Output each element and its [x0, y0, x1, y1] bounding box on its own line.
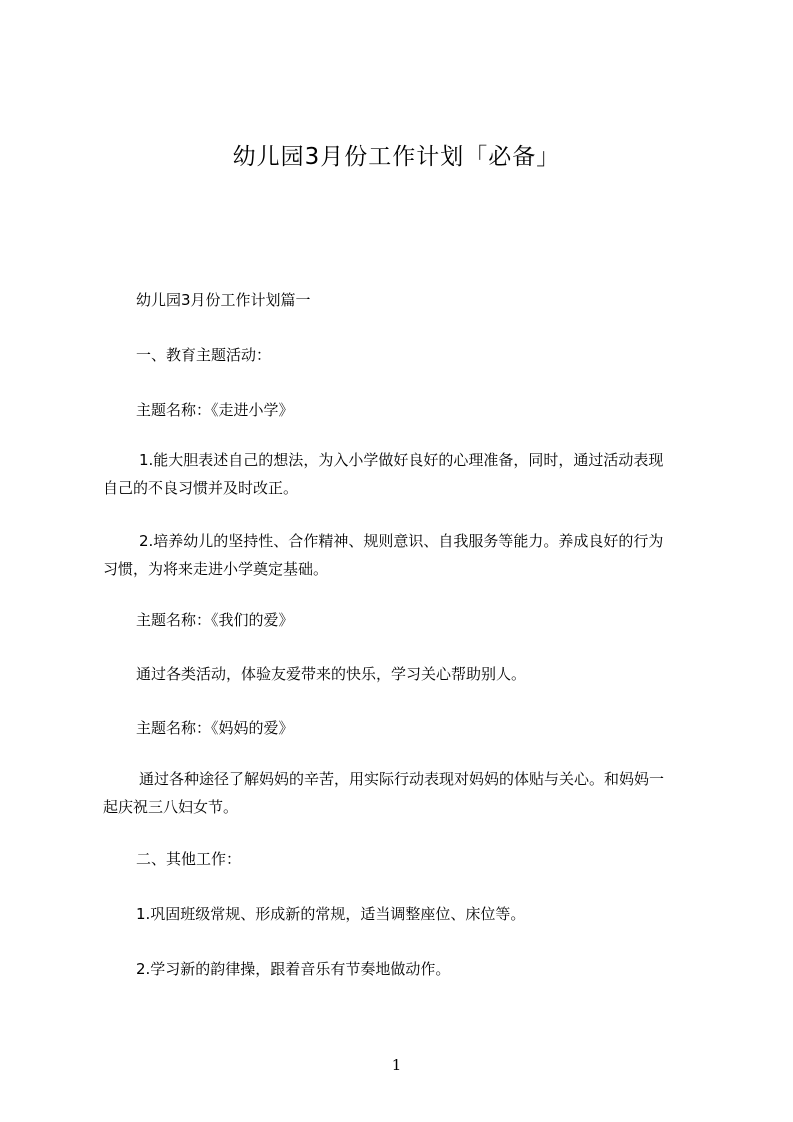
paragraph-line: 自己的不良习惯并及时改正。 [103, 479, 299, 497]
paragraph-our-love-desc [103, 660, 703, 688]
paragraph-line: 习惯，为将来走进小学奠定基础。 [103, 560, 329, 578]
paragraph-line: 通过各类活动，体验友爱带来的快乐，学习关心帮助别人。 [136, 665, 527, 683]
paragraph-section-heading [103, 286, 703, 314]
document-title: 幼儿园3月份工作计划「必备」 [232, 144, 561, 170]
paragraph-heading-education [103, 341, 703, 369]
paragraph-heading-other [103, 845, 703, 873]
paragraph-other-item-2 [103, 955, 703, 983]
paragraph-line: 2.培养幼儿的坚持性、合作精神、规则意识、自我服务等能力。养成良好的行为 [139, 532, 664, 550]
paragraph-line: 主题名称：《我们的爱》 [136, 611, 294, 629]
paragraph-line: 1.能大胆表述自己的想法，为入小学做好良好的心理准备，同时，通过活动表现 [139, 451, 664, 469]
paragraph-line: 2.学习新的韵律操，跟着音乐有节奏地做动作。 [136, 960, 451, 978]
paragraph-other-item-1 [103, 900, 703, 928]
paragraph-line: 主题名称：《走进小学》 [136, 401, 294, 419]
paragraph-item-1 [103, 446, 703, 502]
paragraph-line: 起庆祝三八妇女节。 [103, 798, 239, 816]
paragraph-mom-love-desc [103, 765, 703, 821]
paragraph-line: 一、教育主题活动： [136, 346, 272, 364]
paragraph-line: 通过各种途径了解妈妈的辛苦，用实际行动表现对妈妈的体贴与关心。和妈妈一 [139, 770, 665, 788]
paragraph-line: 1.巩固班级常规、形成新的常规，适当调整座位、床位等。 [136, 905, 526, 923]
paragraph-theme-mom-love [103, 714, 703, 742]
paragraph-theme-primary-school [103, 396, 703, 424]
paragraph-line: 幼儿园3月份工作计划篇一 [136, 291, 311, 309]
paragraph-line: 主题名称：《妈妈的爱》 [136, 719, 294, 737]
paragraph-theme-our-love [103, 606, 703, 634]
page-number: 1 [391, 1056, 402, 1074]
paragraph-line: 二、其他工作： [136, 850, 242, 868]
paragraph-item-2 [103, 527, 703, 583]
